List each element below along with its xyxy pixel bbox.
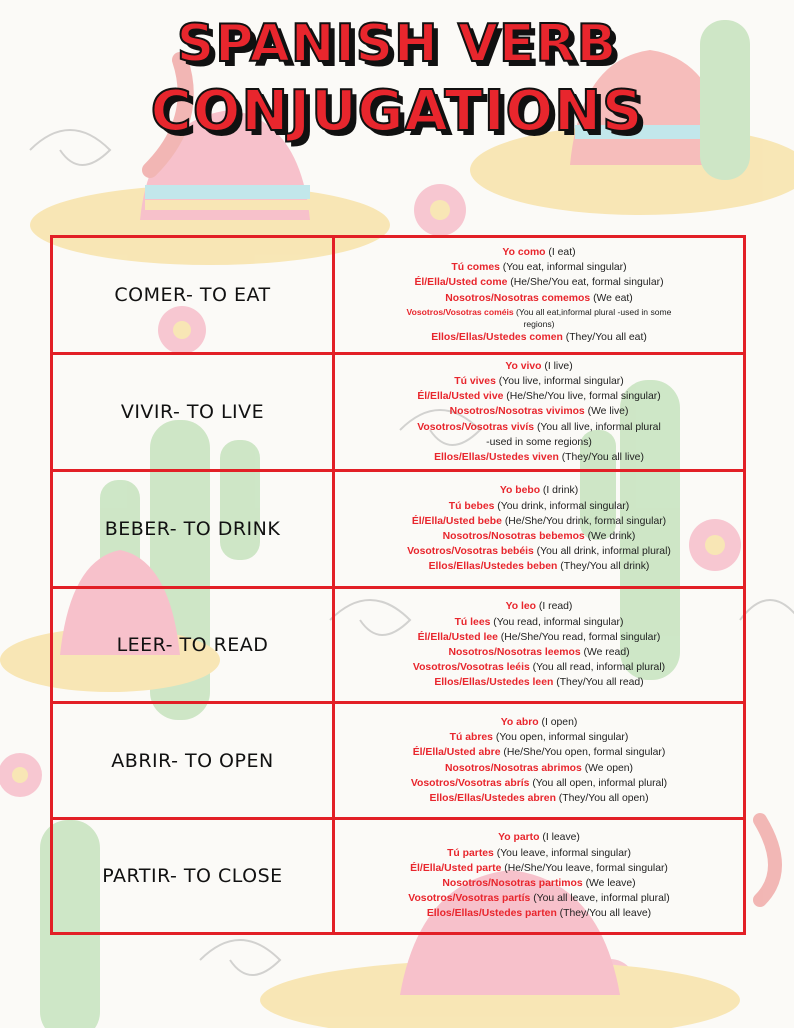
translation-text: (We read) (580, 647, 630, 658)
translation-text: (He/She/You live, formal singular) (503, 391, 661, 403)
conjugation-line (445, 291, 632, 306)
conjugated-form: Vosotros/Vosotras coméis (406, 306, 514, 317)
translation-text: (He/She/You drink, formal singular) (501, 515, 667, 527)
translation-text: (You eat, informal singular) (499, 262, 627, 274)
conjugated-form: Él/Ella/Usted parte (410, 862, 502, 874)
conjugated-form: Tú vives (454, 375, 496, 387)
verb-cell: LEER- TO READ (53, 589, 335, 701)
table-row (53, 472, 743, 589)
translation-text: (You open, informal singular) (492, 732, 629, 744)
conjugated-form: Ellos/Ellas/Ustedes beben (428, 561, 558, 573)
table-row (53, 704, 743, 820)
conjugated-form: Ellos/Ellas/Ustedes parten (426, 908, 557, 920)
conjugation-line (445, 761, 633, 776)
translation-text: (He/She/You read, formal singular) (497, 631, 661, 643)
title-line-2: CONJUGATIONS (150, 79, 644, 144)
conjugated-form: Vosotros/Vosotras partís (408, 893, 531, 905)
conjugation-line (412, 514, 666, 529)
conjugated-form: Ellos/Ellas/Ustedes viven (434, 452, 559, 463)
translation-text: -used in some regions) (486, 436, 592, 448)
conjugation-line (407, 544, 671, 559)
translation-text: (They/You all live) (558, 452, 644, 463)
table-row (53, 820, 743, 932)
conjugation-line (417, 389, 660, 404)
translation-text: (They/You all leave) (556, 908, 652, 920)
conjugation-line (486, 435, 592, 450)
translation-text: (I live) (541, 360, 573, 372)
translation-text: (We leave) (582, 878, 636, 889)
page-title (0, 14, 794, 144)
translation-text: (He/She/You open, formal singular) (500, 747, 666, 759)
conjugation-line (498, 830, 580, 845)
conjugated-form: Vosotros/Vosotras leéis (412, 662, 530, 674)
conjugation-line (450, 404, 629, 419)
conjugation-line (449, 499, 629, 514)
conjugated-form: Ellos/Ellas/Ustedes comen (431, 331, 563, 343)
conjugation-line (413, 660, 665, 675)
conjugation-line (442, 876, 635, 891)
table-row (53, 355, 743, 472)
translation-text: (You all live, informal plural (534, 421, 661, 433)
verb-cell: ABRIR- TO OPEN (53, 704, 335, 817)
translation-text: (I read) (536, 601, 573, 613)
verb-cell: PARTIR- TO CLOSE (53, 820, 335, 932)
conjugation-line (407, 306, 672, 318)
conjugation-line (411, 776, 667, 791)
conjugated-form: Vosotros/Vosotras vivís (417, 421, 535, 433)
conjugation-line (501, 715, 578, 730)
translation-text: (You leave, informal singular) (493, 847, 631, 859)
translation-text: (I eat) (545, 246, 576, 258)
conjugated-form: Él/Ella/Usted abre (412, 747, 501, 759)
conjugation-cell (335, 704, 743, 817)
translation-text: (You all leave, informal plural) (530, 893, 670, 905)
conjugated-form: Vosotros/Vosotras abrís (410, 777, 530, 789)
conjugation-line (505, 359, 572, 374)
conjugation-line (523, 318, 554, 330)
conjugation-cell (335, 355, 743, 469)
conjugated-form: Nosotros/Nosotras comemos (445, 292, 591, 304)
conjugation-cell (335, 238, 743, 352)
conjugation-line (443, 529, 636, 544)
translation-text: (They/You all open) (555, 792, 649, 804)
conjugation-line (502, 245, 575, 260)
conjugated-form: Él/Ella/Usted vive (417, 391, 504, 403)
conjugation-line (408, 891, 669, 906)
conjugation-line (500, 483, 578, 498)
conjugation-line (447, 846, 631, 861)
conjugation-line (410, 861, 668, 876)
conjugation-cell (335, 589, 743, 701)
conjugated-form: Nosotros/Nosotras leemos (448, 647, 581, 658)
conjugation-line (506, 599, 573, 614)
conjugated-form: Tú abres (449, 732, 493, 744)
conjugation-line (418, 630, 661, 645)
conjugated-form: Yo parto (498, 832, 540, 844)
conjugation-line (431, 330, 647, 345)
translation-text: (You all read, informal plural) (529, 662, 666, 674)
conjugation-line (414, 275, 663, 290)
conjugation-line (429, 559, 650, 574)
conjugation-line (434, 675, 643, 690)
conjugated-form: Él/Ella/Usted come (414, 277, 508, 289)
table-row (53, 589, 743, 704)
conjugation-line (434, 450, 644, 465)
translation-text: (You read, informal singular) (490, 616, 624, 628)
translation-text: (They/You all drink) (557, 561, 650, 573)
conjugation-line (455, 615, 624, 630)
conjugated-form: Nosotros/Nosotras vivimos (449, 406, 585, 418)
table-row (53, 238, 743, 355)
conjugated-form: Yo vivo (505, 360, 542, 372)
conjugated-form: Yo bebo (499, 485, 541, 497)
conjugation-line (451, 260, 626, 275)
conjugation-line (413, 745, 666, 760)
conjugated-form: Tú bebes (448, 500, 495, 512)
conjugated-form: Yo leo (505, 601, 536, 613)
translation-text: (I open) (538, 716, 578, 728)
conjugated-form: Ellos/Ellas/Ustedes leen (434, 677, 554, 689)
conjugation-cell (335, 472, 743, 586)
conjugated-form: Vosotros/Vosotras bebéis (407, 546, 534, 558)
conjugated-form: Tú partes (447, 847, 494, 859)
conjugation-line (427, 906, 651, 921)
conjugated-form: Nosotros/Nosotras partimos (442, 878, 583, 889)
translation-text: (You all drink, informal plural) (533, 546, 671, 558)
verb-cell: VIVIR- TO LIVE (53, 355, 335, 469)
conjugated-form: Él/Ella/Usted lee (417, 631, 498, 643)
conjugated-form: Ellos/Ellas/Ustedes abren (429, 792, 556, 804)
translation-text: (He/She/You eat, formal singular) (507, 277, 664, 289)
conjugation-line (417, 420, 661, 435)
conjugation-line (454, 374, 623, 389)
conjugation-table (50, 235, 746, 935)
translation-text: (We open) (581, 762, 634, 774)
conjugation-line (448, 645, 629, 660)
translation-text: (You live, informal singular) (495, 375, 624, 387)
translation-text: (You all open, informal plural) (529, 777, 668, 789)
translation-text: regions) (523, 318, 555, 329)
translation-text: (I leave) (539, 832, 580, 844)
translation-text: (He/She/You leave, formal singular) (501, 862, 668, 874)
translation-text: (We drink) (584, 531, 636, 542)
conjugated-form: Nosotros/Nosotras bebemos (442, 531, 585, 542)
conjugated-form: Tú comes (451, 262, 500, 274)
translation-text: (I drink) (540, 485, 579, 497)
conjugated-form: Nosotros/Nosotras abrimos (444, 762, 582, 774)
verb-cell: COMER- TO EAT (53, 238, 335, 352)
conjugated-form: Yo abro (500, 716, 539, 728)
title-line-1: SPANISH VERB (176, 14, 618, 74)
conjugation-line (429, 791, 648, 806)
conjugated-form: Tú lees (454, 616, 491, 628)
conjugated-form: Él/Ella/Usted bebe (411, 515, 502, 527)
translation-text: (We live) (584, 406, 629, 418)
conjugated-form: Yo como (502, 246, 546, 258)
translation-text: (We eat) (590, 292, 633, 304)
conjugation-line (450, 730, 629, 745)
verb-cell: BEBER- TO DRINK (53, 472, 335, 586)
translation-text: (You drink, informal singular) (494, 500, 630, 512)
translation-text: (They/You all eat) (562, 331, 647, 343)
translation-text: (They/You all read) (553, 677, 644, 689)
translation-text: (You all eat,informal plural -used in some (513, 306, 672, 317)
conjugation-cell (335, 820, 743, 932)
